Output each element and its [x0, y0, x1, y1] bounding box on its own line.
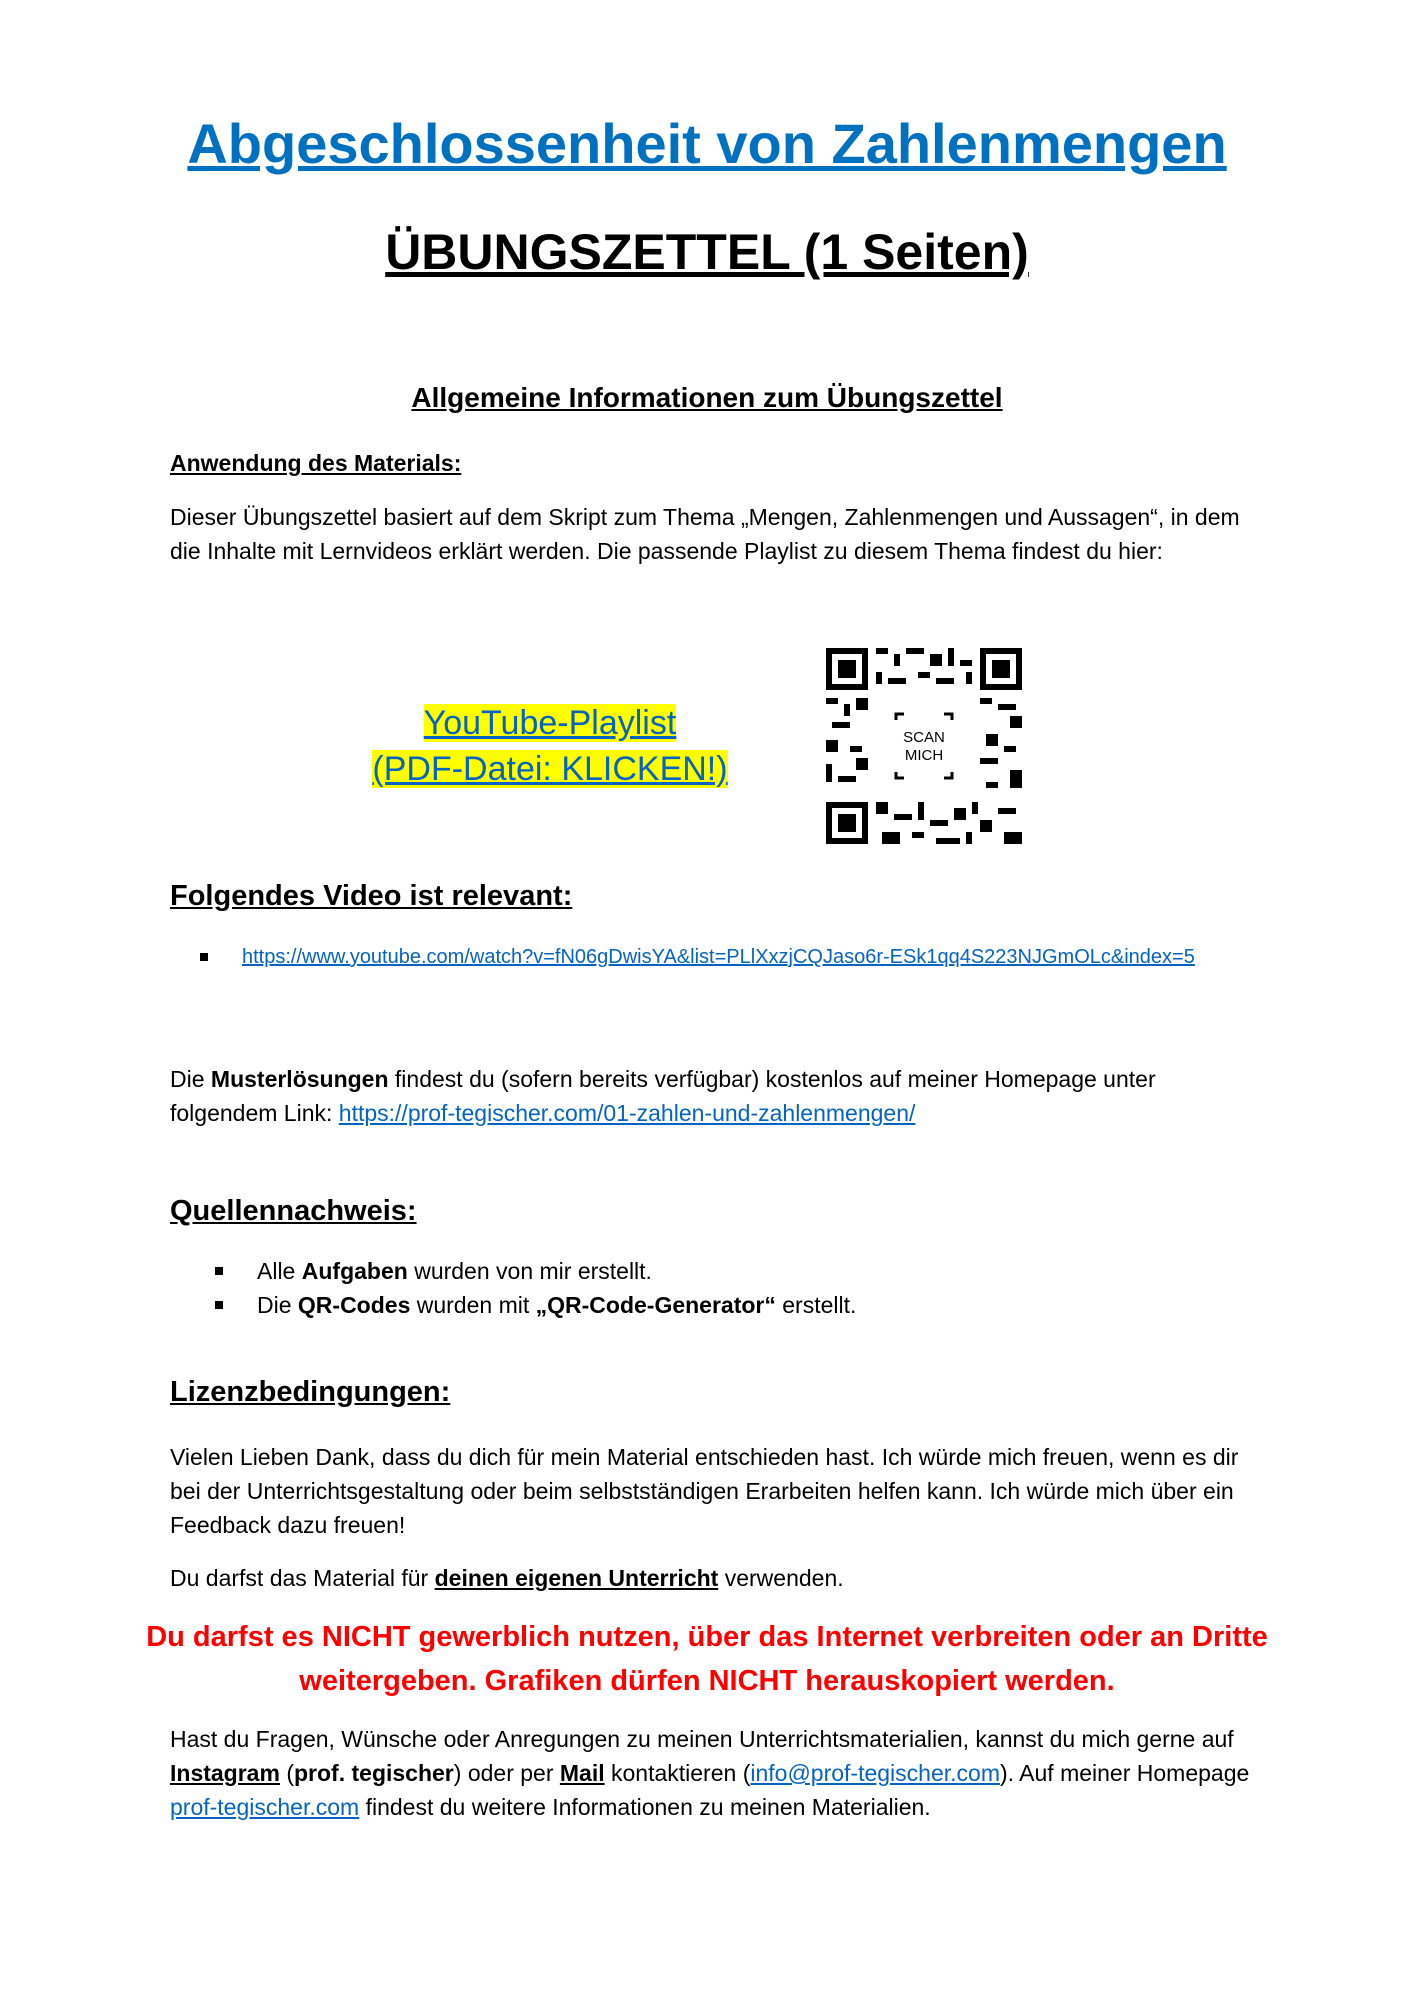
email-link[interactable]: info@prof-tegischer.com: [750, 1760, 1000, 1786]
contact-paragraph: [170, 1722, 1250, 1824]
source-item2-bold2: „QR-Code-Generator“: [535, 1292, 776, 1318]
source-item1-pre: Alle: [257, 1258, 302, 1284]
video-link[interactable]: https://www.youtube.com/watch?v=fN06gDwisYA&list=PLlXxzjCQJaso6r-ESk1qq4S223NJGmOLc&index=5: [242, 946, 1195, 968]
license-para2-pre: Du darfst das Material für: [170, 1565, 435, 1591]
contact-handle: prof. tegischer: [294, 1760, 454, 1786]
sources-heading: Quellennachweis:: [170, 1195, 417, 1227]
solutions-bold: Musterlösungen: [210, 1066, 389, 1092]
contact-text-3: ) oder per: [453, 1760, 560, 1786]
source-item2-pre: Die: [257, 1292, 298, 1318]
source-item2-mid: wurden mit: [410, 1292, 536, 1318]
qr-code-icon[interactable]: [826, 648, 1022, 844]
info-paragraph: Dieser Übungszettel basiert auf dem Skript zum Thema „Mengen, Zahlenmengen und Aussagen“, in dem die Inhalte mit Lernvideos erklärt werden. Die passende Playlist zu diesem Thema findest du hier:: [170, 504, 1240, 564]
contact-text-4: kontaktieren (: [604, 1760, 751, 1786]
info-heading: Allgemeine Informationen zum Übungszettel: [411, 382, 1003, 413]
source-item2-bold1: QR-Codes: [297, 1292, 411, 1318]
contact-text-6: findest du weitere Informationen zu meinen Materialien.: [359, 1794, 931, 1820]
mail-link[interactable]: Mail: [559, 1760, 605, 1786]
source-item2-post: erstellt.: [775, 1292, 857, 1318]
source-item1-post: wurden von mir erstellt.: [407, 1258, 652, 1284]
list-item: [215, 1288, 856, 1322]
sources-list: [215, 1254, 856, 1322]
solutions-paragraph: [170, 1062, 1250, 1130]
playlist-link-line1: YouTube-Playlist: [423, 704, 677, 742]
license-para2-bold: deinen eigenen Unterricht: [434, 1565, 719, 1591]
playlist-link-box: [340, 700, 760, 792]
license-paragraph-2: [170, 1561, 1250, 1595]
solutions-text-before: Die: [170, 1066, 211, 1092]
contact-text-5: ). Auf meiner Homepage: [999, 1760, 1250, 1786]
license-warning: Du darfst es NICHT gewerblich nutzen, über das Internet verbreiten oder an Dritte weitergeben. Grafiken dürfen NICHT herauskopiert werden.: [146, 1621, 1268, 1697]
instagram-link[interactable]: Instagram: [170, 1760, 280, 1786]
qr-mich-label: MICH: [904, 747, 944, 764]
contact-text-2: (: [279, 1760, 294, 1786]
source-item1-bold: Aufgaben: [301, 1258, 408, 1284]
list-item: [200, 940, 1195, 974]
qr-scan-label: SCAN: [903, 729, 945, 746]
page-title: Abgeschlossenheit von Zahlenmengen: [187, 112, 1227, 175]
solutions-link[interactable]: https://prof-tegischer.com/01-zahlen-und-zahlenmengen/: [338, 1100, 916, 1126]
list-item: [215, 1254, 856, 1288]
page-subtitle: ÜBUNGSZETTEL (1 Seiten): [385, 224, 1029, 280]
homepage-link[interactable]: prof-tegischer.com: [170, 1794, 360, 1820]
contact-text-1: Hast du Fragen, Wünsche oder Anregungen zu meinen Unterrichtsmaterialien, kannst du mich gerne auf: [170, 1726, 1234, 1752]
application-label-text: Anwendung des Materials:: [170, 450, 462, 476]
qr-code-graphic: [826, 648, 1022, 844]
video-list: [200, 940, 1195, 974]
solutions-text-after: findest du (sofern bereits verfügbar) kostenlos auf meiner Homepage unter folgendem Link:: [170, 1066, 1156, 1126]
playlist-link[interactable]: [372, 704, 727, 788]
license-para2-post: verwenden.: [718, 1565, 844, 1591]
license-heading: Lizenzbedingungen:: [170, 1376, 451, 1408]
license-paragraph-1: Vielen Lieben Dank, dass du dich für mein Material entschieden hast. Ich würde mich freuen, wenn es dir bei der Unterrichtsgestaltung oder beim selbstständigen Erarbeiten helfen kann. Ich würde mich über ein Feedback dazu freuen!: [170, 1444, 1239, 1538]
application-label: [170, 446, 1250, 480]
playlist-link-line2: (PDF-Datei: KLICKEN!): [372, 750, 728, 788]
video-heading: Folgendes Video ist relevant:: [170, 880, 573, 912]
